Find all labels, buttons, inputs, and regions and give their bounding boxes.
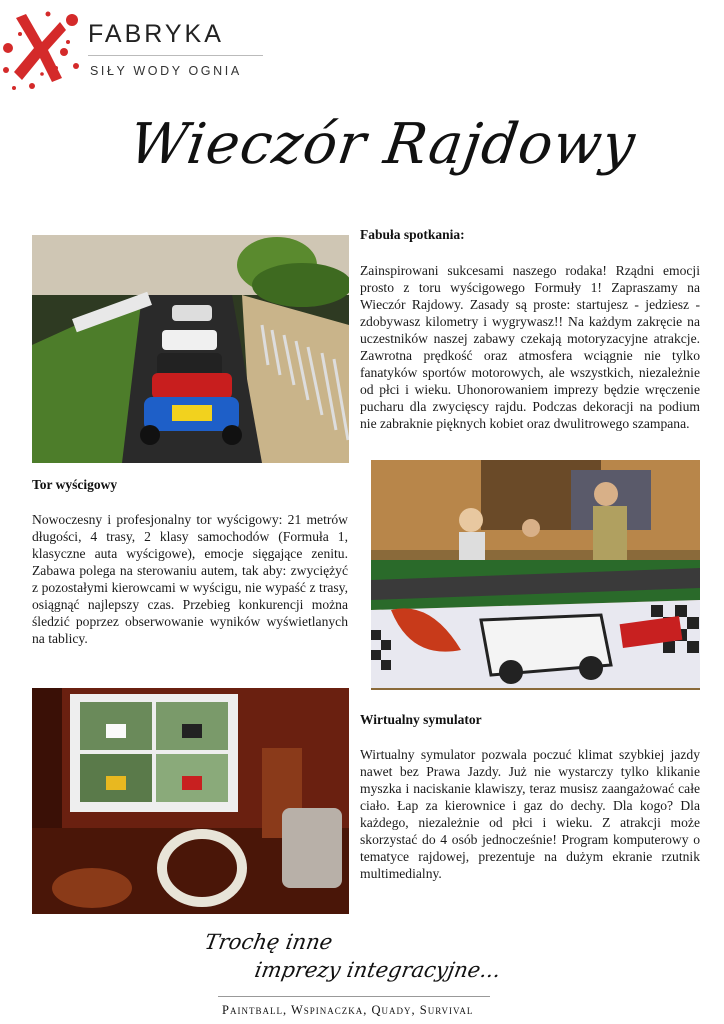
- brand-tagline: SIŁY WODY OGNIA: [90, 64, 242, 78]
- story-heading: Fabuła spotkania:: [360, 227, 465, 242]
- race-track-heading: Tor wyścigowy: [32, 477, 118, 492]
- simulator-heading: Wirtualny symulator: [360, 712, 482, 727]
- page-title: Wieczór Rajdowy: [125, 112, 640, 177]
- footer-slogan-line2: imprezy integracyjne...: [252, 958, 503, 982]
- race-track-photo: [32, 235, 349, 463]
- simulator-text: Wirtualny symulator pozwala poczuć klimat szybkiej jazdy nawet bez Prawa Jazdy. Już nie wystarczy tylko klikanie myszka i naciskanie klawiszy, teraz musisz zaangażować całe ciało. Łap za kierownice i gaz do dechy. Dla kogo? Dla każdego, niezależnie od płci i wieku. Z atrakcji może skorzystać do 4 osób jednocześnie! Program komputerowy o tematyce rajdowej, prezentuje na dużym ekranie rzutnik multimedialny.: [360, 747, 700, 881]
- race-event-photo: [371, 460, 700, 690]
- brand-logo-icon: [2, 8, 82, 90]
- simulator-photo: [32, 688, 349, 914]
- footer-divider: [218, 996, 490, 997]
- footer-slogan-line1: Trochę inne: [202, 930, 335, 954]
- brand-name: FABRYKA: [88, 20, 224, 48]
- race-track-text: Nowoczesny i profesjonalny tor wyścigowy: 21 metrów długości, 4 trasy, 2 klasy samochodów (Formuła 1, klasyczne auta wyścigowe), emocje sięgające zenitu. Zabawa polega na sterowaniu autem, tak aby: zwyciężyć z pozostałymi kierowcami w wyścigu, nie wypaść z trasy, osiągnąć najlepszy czas. Przebieg konkurencji można śledzić poprzez obserwowanie wyników wyświetlanych na tablicy.: [32, 512, 348, 646]
- footer-activities: Paintball, Wspinaczka, Quady, Survival: [222, 1003, 474, 1017]
- brand-divider: [88, 55, 263, 56]
- story-text: Zainspirowani sukcesami naszego rodaka! Rządni emocji prosto z toru wyścigowego Formuły 1! Zapraszamy na Wieczór Rajdowy. Zasady są proste: startujesz - jedziesz - zdobywasz kilometry i wygrywasz!! Na każdym zakręcie na uczestników naszej zabawy czekają motoryzacyjne atrakcje. Zawrotna prędkość oraz atmosfera wciągnie nie tylko fanatyków sportów motorowych, ale wszystkich, niezależnie od płci i wieku. Uhonorowaniem imprezy będzie wręczenie pucharu dla zwycięscy rajdu. Podczas dekoracji na podium nie zabraknie pięknych kobiet oraz dwulitrowego szampana.: [360, 263, 700, 431]
